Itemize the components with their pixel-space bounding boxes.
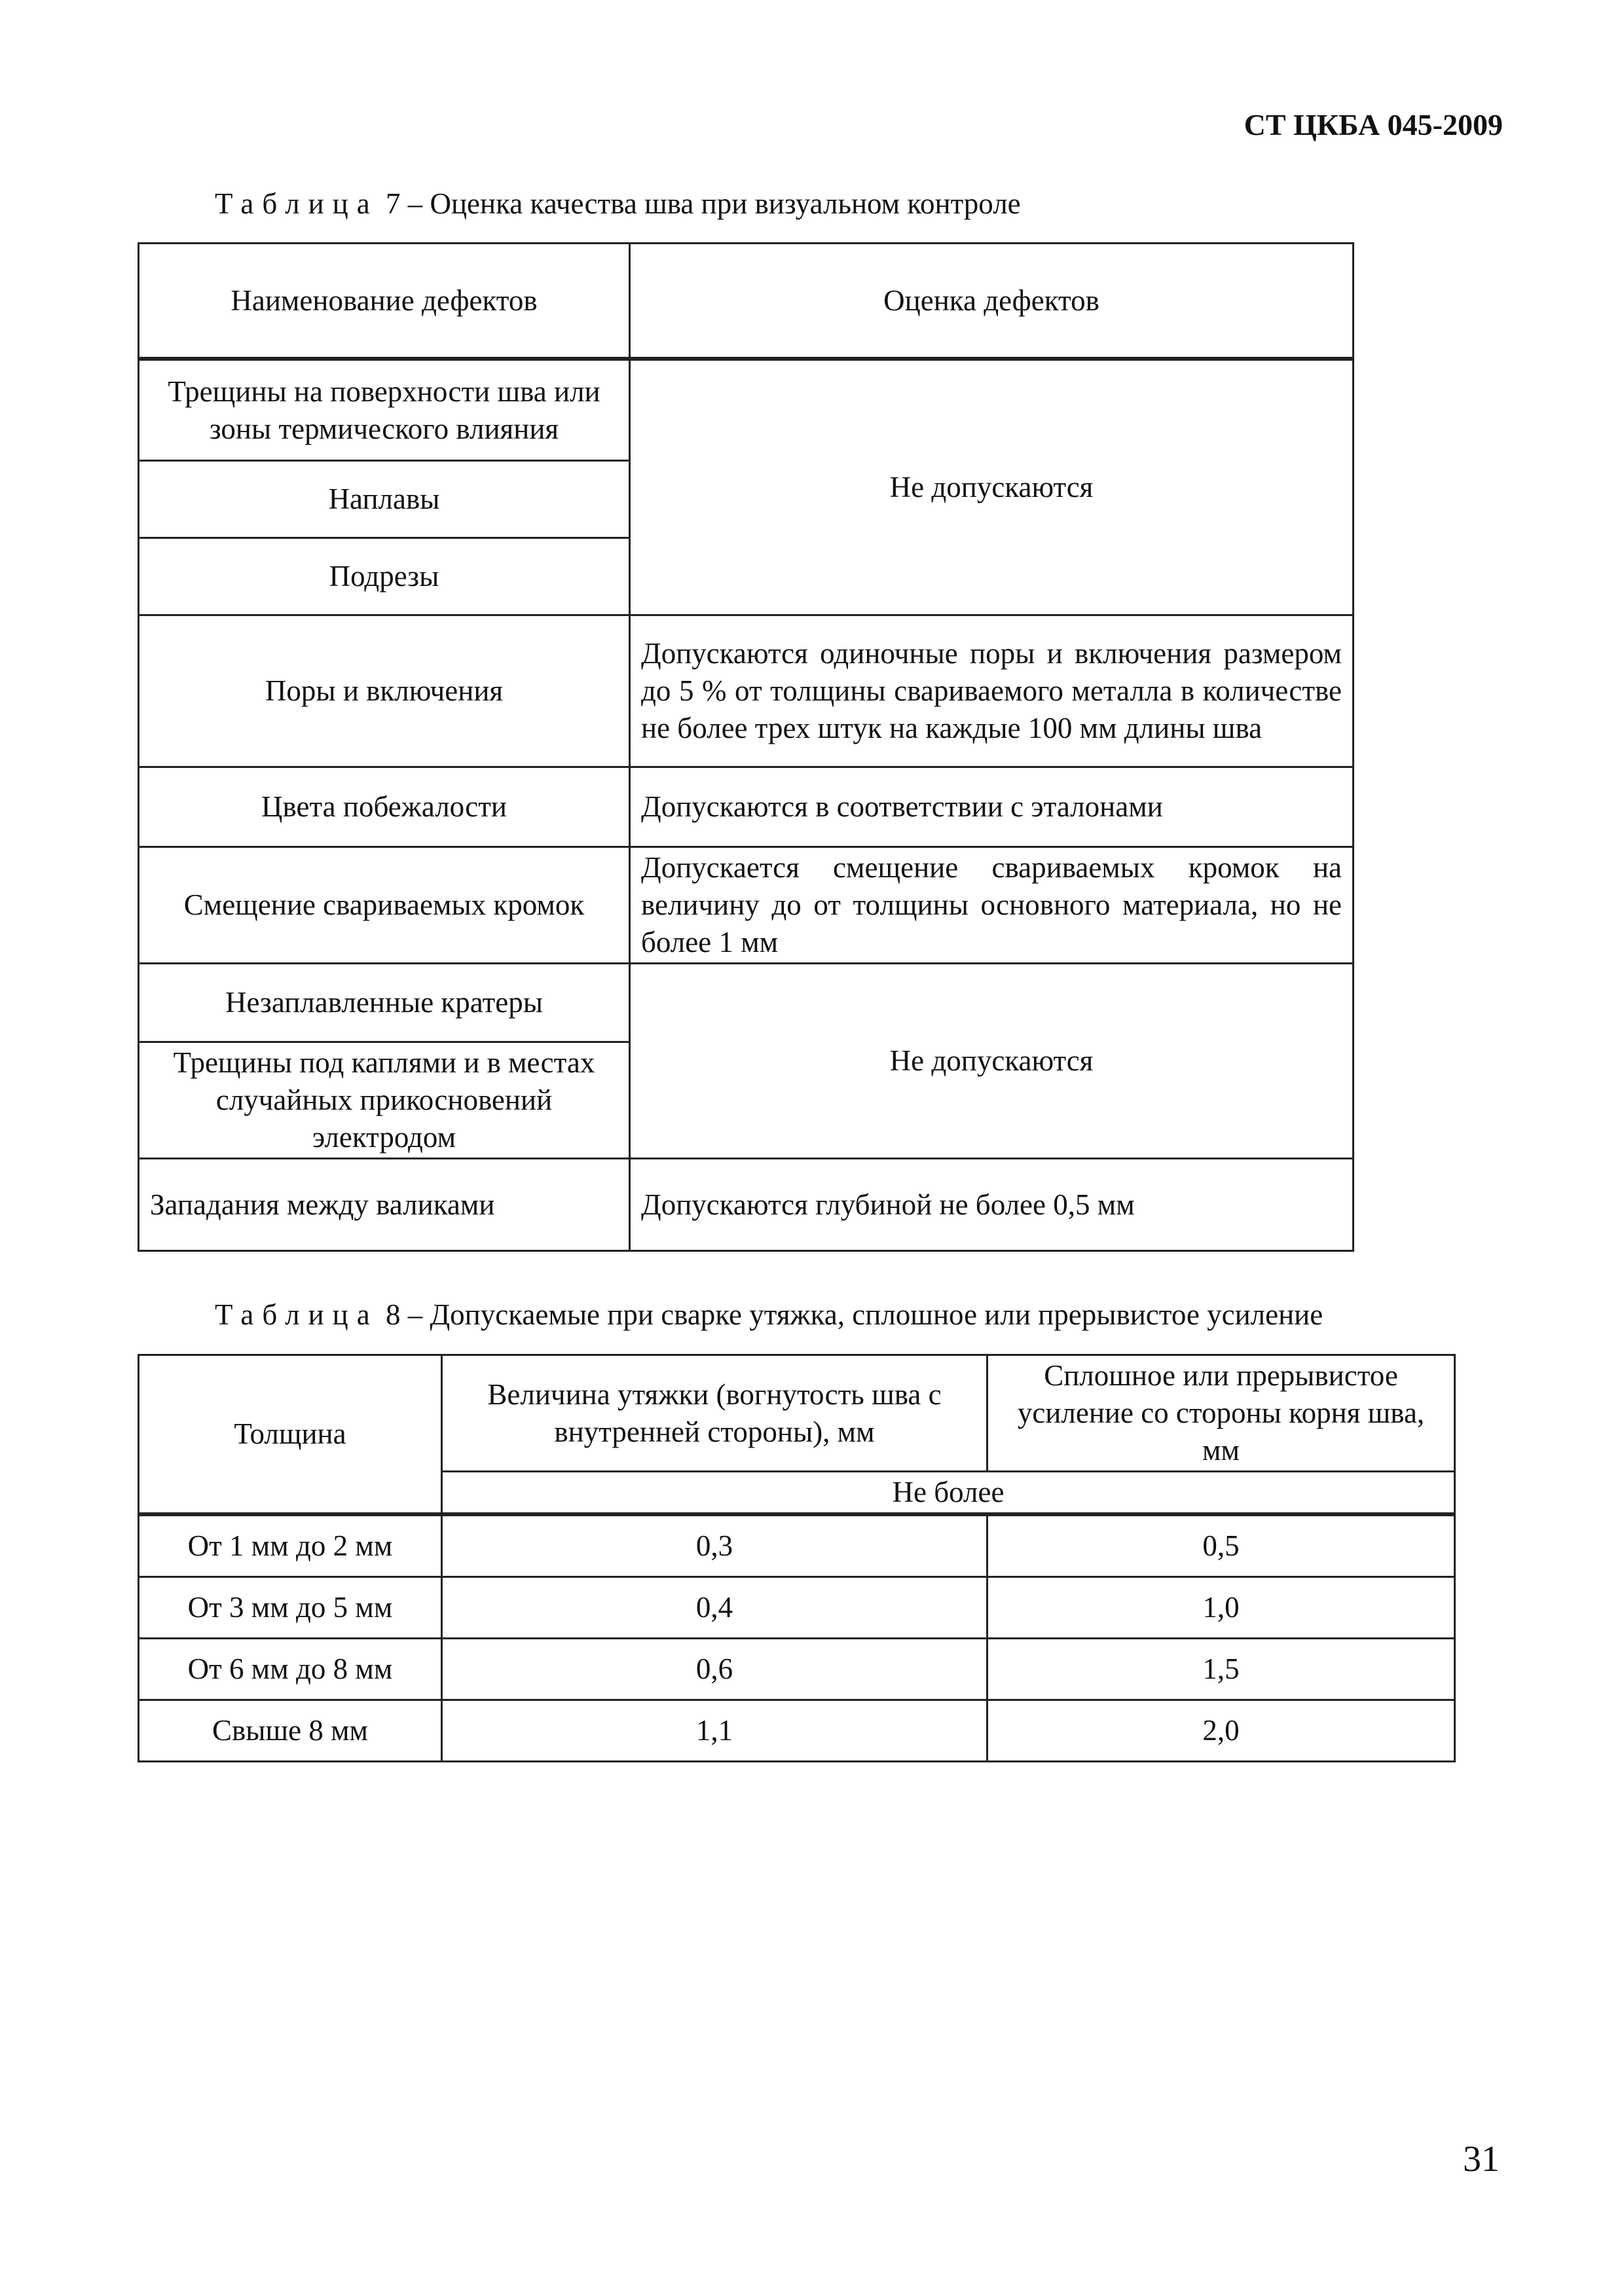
table-row <box>139 1577 1455 1639</box>
table8-caption-word: Таблица <box>215 1298 378 1331</box>
reinforcement-cell: 0,5 <box>987 1514 1455 1577</box>
table7-header-assessment: Оценка дефектов <box>630 244 1354 359</box>
defect-cell: Незаплавленные кратеры <box>139 964 630 1042</box>
defect-cell: Цвета побежалости <box>139 767 630 847</box>
defect-cell: Западания между валиками <box>139 1159 630 1251</box>
table8-header-sag: Величина утяжки (вогнутость шва с внутренней стороны), мм <box>442 1355 987 1472</box>
table8-header-row <box>139 1355 1455 1472</box>
assessment-cell-merged: Не допускаются <box>630 359 1354 615</box>
table-row <box>139 1700 1455 1762</box>
thickness-cell: Свыше 8 мм <box>139 1700 442 1762</box>
table8-caption <box>215 1296 1323 1333</box>
table8-header-reinforcement: Сплошное или прерывистое усиление со стороны корня шва, мм <box>987 1355 1455 1472</box>
defect-cell: Наплавы <box>139 461 630 538</box>
thickness-cell: От 3 мм до 5 мм <box>139 1577 442 1639</box>
table7-caption <box>215 185 1021 222</box>
assessment-cell-merged: Не допускаются <box>630 964 1354 1159</box>
reinforcement-cell: 1,0 <box>987 1577 1455 1639</box>
assessment-cell: Допускаются одиночные поры и включения размером до 5 % от толщины свариваемого металла в количестве не более трех штук на каждые 100 мм длины шва <box>630 615 1354 767</box>
document-code: СТ ЦКБА 045-2009 <box>1244 108 1503 141</box>
table-row <box>139 359 1354 461</box>
defect-cell: Смещение свариваемых кромок <box>139 847 630 964</box>
sag-cell: 0,6 <box>442 1639 987 1700</box>
table-row <box>139 1159 1354 1251</box>
reinforcement-cell: 1,5 <box>987 1639 1455 1700</box>
table8-tolerances <box>138 1354 1456 1762</box>
table-row <box>139 1639 1455 1700</box>
table-row <box>139 847 1354 964</box>
sag-cell: 0,4 <box>442 1577 987 1639</box>
sag-cell: 1,1 <box>442 1700 987 1762</box>
thickness-cell: От 1 мм до 2 мм <box>139 1514 442 1577</box>
table7-header-row <box>139 244 1354 359</box>
table8-caption-text: 8 – Допускаемые при сварке утяжка, сплошное или прерывистое усиление <box>385 1298 1323 1331</box>
defect-cell: Подрезы <box>139 538 630 615</box>
thickness-cell: От 6 мм до 8 мм <box>139 1639 442 1700</box>
table7-caption-word: Таблица <box>215 187 378 220</box>
assessment-cell: Допускаются глубиной не более 0,5 мм <box>630 1159 1354 1251</box>
table-row <box>139 1514 1455 1577</box>
table-row <box>139 615 1354 767</box>
table7-caption-text: 7 – Оценка качества шва при визуальном контроле <box>385 187 1021 220</box>
defect-cell: Трещины под каплями и в местах случайных прикосновений электродом <box>139 1042 630 1159</box>
table-row <box>139 767 1354 847</box>
table-row <box>139 964 1354 1042</box>
assessment-cell: Допускаются в соответствии с эталонами <box>630 767 1354 847</box>
assessment-cell: Допускается смещение свариваемых кромок на величину до от толщины основного материала, но не более 1 мм <box>630 847 1354 964</box>
reinforcement-cell: 2,0 <box>987 1700 1455 1762</box>
sag-cell: 0,3 <box>442 1514 987 1577</box>
defect-cell: Поры и включения <box>139 615 630 767</box>
table8-subheader: Не более <box>442 1472 1455 1515</box>
page-number: 31 <box>1463 2139 1500 2179</box>
table8-header-thickness: Толщина <box>139 1355 442 1515</box>
table7-weld-quality <box>138 242 1354 1252</box>
defect-cell: Трещины на поверхности шва или зоны термического влияния <box>139 359 630 461</box>
table7-header-defect: Наименование дефектов <box>139 244 630 359</box>
